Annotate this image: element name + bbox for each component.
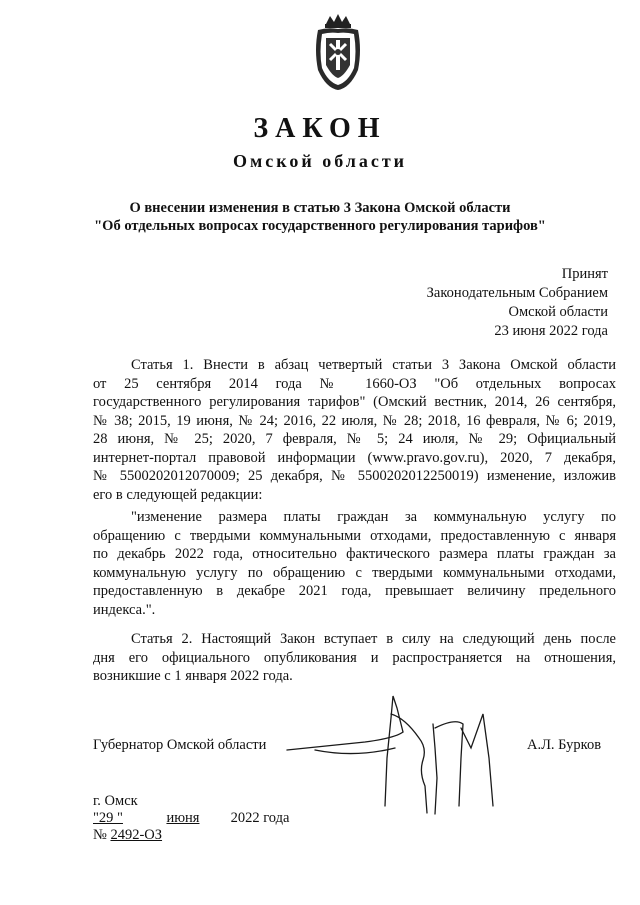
number-value: 2492-ОЗ — [110, 827, 163, 843]
adopted-line-3: Омской области — [508, 304, 608, 320]
adopted-line-2: Законодательным Собранием — [426, 285, 608, 301]
document-subtitle: Омской области — [232, 151, 408, 171]
article-2-paragraph — [93, 630, 616, 686]
quoted-amendment-paragraph — [93, 508, 616, 619]
quote-line: коммунальную услугу по обращению с твердыми коммунальными отходами, — [93, 564, 616, 581]
place-of-signing: г. Омск — [93, 793, 138, 809]
adopted-line-4: 23 июня 2022 года — [494, 323, 608, 339]
article-2-line: Статья 2. Настоящий Закон вступает в силу на следующий день после — [131, 631, 616, 647]
subject-line-2: "Об отдельных вопросах государственного регулирования тарифов" — [94, 218, 546, 234]
quote-line: обращению с твердыми коммунальными отходами, предоставленную с января — [93, 527, 616, 544]
article-1-line: 28 июня, № 25; 2020, 7 февраля, № 5; 24 июля, № 29; Официальный — [93, 431, 616, 447]
document-title: ЗАКОН — [253, 113, 387, 144]
subject-line-1: О внесении изменения в статью 3 Закона Омской области — [129, 200, 511, 216]
article-1-line: его в следующей редакции: — [93, 486, 263, 503]
article-1-line: № 5500202012070009; 25 декабря, № 5500202012250019) изменение, изложив — [93, 468, 616, 484]
handwritten-signature — [285, 688, 540, 823]
quote-line: индекса.". — [93, 601, 156, 618]
number-prefix: № — [93, 827, 107, 843]
governor-title: Губернатор Омской области — [93, 737, 267, 753]
coat-of-arms-emblem — [312, 10, 364, 92]
quote-line: "изменение размера платы граждан за коммунальную услугу по — [131, 509, 616, 525]
article-1-line: № 38; 2015, 19 июня, № 24; 2016, 22 июля, № 28; 2018, 16 февраля, № 6; 2019, — [93, 412, 616, 429]
article-2-line: дня его официального опубликования и распространяется на отношения, — [93, 649, 616, 666]
governor-name: А.Л. Бурков — [527, 737, 602, 753]
quote-line: по декабрь 2022 года, относительно фактического размера платы граждан за — [93, 546, 616, 562]
date-day: "29 " — [93, 810, 123, 826]
date-year: 2022 года — [230, 810, 290, 826]
article-1-line: от 25 сентября 2014 года № 1660-ОЗ "Об отдельных вопросах — [93, 375, 616, 392]
quote-line: предоставленную в декабре 2021 года, превышает величину предельного — [93, 583, 616, 599]
date-month: июня — [166, 810, 200, 826]
signing-date — [93, 810, 289, 827]
article-1-line: интернет-портал правовой информации (www.pravo.gov.ru), 2020, 7 декабря, — [93, 449, 616, 466]
article-1-paragraph — [93, 356, 616, 504]
adoption-block — [427, 265, 608, 341]
law-number — [93, 827, 162, 844]
article-2-line: возникшие с 1 января 2022 года. — [93, 668, 293, 684]
article-1-line: Статья 1. Внести в абзац четвертый статьи 3 Закона Омской области — [131, 357, 616, 373]
article-1-line: государственного регулирования тарифов" (Омский вестник, 2014, 26 сентября, — [93, 394, 616, 410]
adopted-line-1: Принят — [561, 266, 608, 282]
